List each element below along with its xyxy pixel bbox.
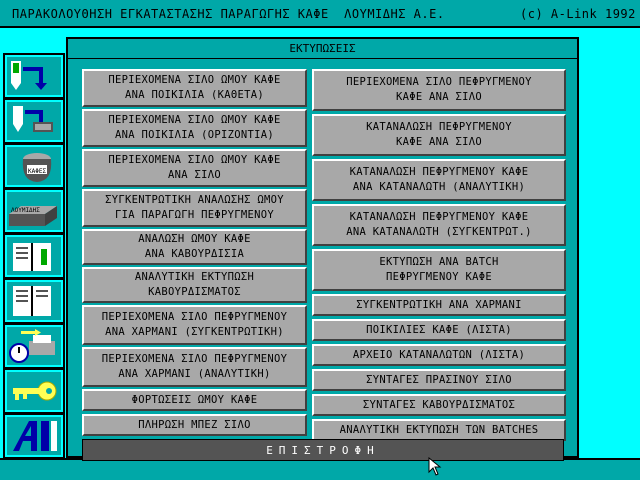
toolbar-button-about[interactable] (5, 415, 63, 457)
status-bar (0, 458, 640, 480)
btn-roasted-silo-by-blend-summary[interactable]: ΠΕΡΙΕΧΟΜΕΝΑ ΣΙΛΟ ΠΕΦΡΥΓΜΕΝΟΥ ΑΝΑ ΧΑΡΜΑΝΙ (ΣΥΓΚΕΝΤΡΩΤΙΚΗ) (82, 305, 307, 345)
document-list-icon (7, 282, 61, 320)
btn-green-silo-by-silo[interactable]: ΠΕΡΙΕΧΟΜΕΝΑ ΣΙΛΟ ΩΜΟΥ ΚΑΦΕ ΑΝΑ ΣΙΛΟ (82, 149, 307, 187)
btn-green-coffee-loadings[interactable]: ΦΟΡΤΩΣΕΙΣ ΩΜΟΥ ΚΑΦΕ (82, 389, 307, 411)
btn-roasted-consumption-by-consumer-detail[interactable]: ΚΑΤΑΝΑΛΩΣΗ ΠΕΦΡΥΓΜΕΝΟΥ ΚΑΦΕ ΑΝΑ ΚΑΤΑΝΑΛΩΤΗ (ΑΝΑΛΥΤΙΚΗ) (312, 159, 566, 201)
toolbar-button-printing[interactable] (5, 325, 63, 367)
key-icon (7, 372, 61, 410)
btn-green-silo-recipes[interactable]: ΣΥΝΤΑΓΕΣ ΠΡΑΣΙΝΟΥ ΣΙΛΟ (312, 369, 566, 391)
copyright-text: (c) A-Link 1992 (520, 7, 636, 21)
btn-roasted-consumption-by-silo[interactable]: ΚΑΤΑΝΑΛΩΣΗ ΠΕΦΡΥΓΜΕΝΟΥ ΚΑΦΕ ΑΝΑ ΣΙΛΟ (312, 114, 566, 156)
title-bar (0, 0, 640, 28)
toolbar-button-key[interactable] (5, 370, 63, 412)
dialog-title: ΕΚΤΥΠΩΣΕΙΣ (68, 39, 577, 59)
btn-consumers-file-list[interactable]: ΑΡΧΕΙΟ ΚΑΤΑΝΑΛΩΤΩΝ (ΛΙΣΤΑ) (312, 344, 566, 366)
package-label: ΛΟΥΜΙΔΗΣ (11, 207, 40, 214)
loumidis-package-icon (7, 192, 61, 230)
toolbar-button-package[interactable] (5, 190, 63, 232)
btn-summary-by-blend[interactable]: ΣΥΓΚΕΝΤΡΩΤΙΚΗ ΑΝΑ ΧΑΡΜΑΝΙ (312, 294, 566, 316)
btn-roasting-recipes[interactable]: ΣΥΝΤΑΓΕΣ ΚΑΒΟΥΡΔΙΣΜΑΤΟΣ (312, 394, 566, 416)
btn-beige-silo-filling[interactable]: ΠΛΗΡΩΣΗ ΜΠΕΖ ΣΙΛΟ (82, 414, 307, 436)
btn-print-by-batch[interactable]: ΕΚΤΥΠΩΣΗ ΑΝΑ BATCH ΠΕΦΡΥΓΜΕΝΟΥ ΚΑΦΕ (312, 249, 566, 291)
coffee-sack-icon (7, 147, 61, 185)
btn-roasted-consumption-by-consumer-summary[interactable]: ΚΑΤΑΝΑΛΩΣΗ ΠΕΦΡΥΓΜΕΝΟΥ ΚΑΦΕ ΑΝΑ ΚΑΤΑΝΑΛΩΤΗ (ΣΥΓΚΕΝΤΡΩΤ.) (312, 204, 566, 246)
prints-dialog (66, 37, 579, 458)
alink-logo-icon (7, 417, 61, 455)
return-button[interactable]: ΕΠΙΣΤΡΟΦΗ (82, 439, 564, 461)
toolbar-button-roaster[interactable] (5, 100, 63, 142)
app-title: ΠΑΡΑΚΟΛΟΥΘΗΣΗ ΕΓΚΑΤΑΣΤΑΣΗΣ ΠΑΡΑΓΩΓΗΣ ΚΑΦΕ ΛΟΥΜΙΔΗΣ Α.Ε. (12, 7, 445, 21)
btn-green-silo-by-variety-horizontal[interactable]: ΠΕΡΙΕΧΟΜΕΝΑ ΣΙΛΟ ΩΜΟΥ ΚΑΦΕ ΑΝΑ ΠΟΙΚΙΛΙΑ (ΟΡΙΖΟΝΤΙΑ) (82, 109, 307, 147)
btn-roasting-detail[interactable]: ΑΝΑΛΥΤΙΚΗ ΕΚΤΥΠΩΣΗ ΚΑΒΟΥΡΔΙΣΜΑΤΟΣ (82, 267, 307, 303)
timer-printer-icon (7, 327, 61, 365)
btn-coffee-varieties-list[interactable]: ΠΟΙΚΙΛΙΕΣ ΚΑΦΕ (ΛΙΣΤΑ) (312, 319, 566, 341)
btn-roasted-silo-by-blend-detail[interactable]: ΠΕΡΙΕΧΟΜΕΝΑ ΣΙΛΟ ΠΕΦΡΥΓΜΕΝΟΥ ΑΝΑ ΧΑΡΜΑΝΙ (ΑΝΑΛΥΤΙΚΗ) (82, 347, 307, 387)
btn-batches-detail-print[interactable]: ΑΝΑΛΥΤΙΚΗ ΕΚΤΥΠΩΣΗ ΤΩΝ BATCHES (312, 419, 566, 441)
toolbar-button-coffee-sack[interactable] (5, 145, 63, 187)
silo-feed-icon (7, 57, 61, 95)
toolbar-button-silo-feed[interactable] (5, 55, 63, 97)
toolbar-button-lists[interactable] (5, 280, 63, 322)
tool-palette (3, 53, 65, 458)
btn-roasted-silo-by-silo[interactable]: ΠΕΡΙΕΧΟΜΕΝΑ ΣΙΛΟ ΠΕΦΡΥΓΜΕΝΟΥ ΚΑΦΕ ΑΝΑ ΣΙΛΟ (312, 69, 566, 111)
report-book-icon (7, 237, 61, 275)
btn-green-silo-by-variety-vertical[interactable]: ΠΕΡΙΕΧΟΜΕΝΑ ΣΙΛΟ ΩΜΟΥ ΚΑΦΕ ΑΝΑ ΠΟΙΚΙΛΙΑ (ΚΑΘΕΤΑ) (82, 69, 307, 107)
btn-green-consumption-summary[interactable]: ΣΥΓΚΕΝΤΡΩΤΙΚΗ ΑΝΑΛΩΣΗΣ ΩΜΟΥ ΓΙΑ ΠΑΡΑΓΩΓΗ ΠΕΦΡΥΓΜΕΝΟΥ (82, 189, 307, 227)
toolbar-button-reports[interactable] (5, 235, 63, 277)
sack-label: ΚΑΦΕΣ (28, 168, 47, 175)
roaster-icon (7, 102, 61, 140)
mouse-pointer-icon (428, 457, 442, 477)
btn-green-consumption-by-roaster[interactable]: ΑΝΑΛΩΣΗ ΩΜΟΥ ΚΑΦΕ ΑΝΑ ΚΑΒΟΥΡΔΙΣΙΑ (82, 229, 307, 265)
